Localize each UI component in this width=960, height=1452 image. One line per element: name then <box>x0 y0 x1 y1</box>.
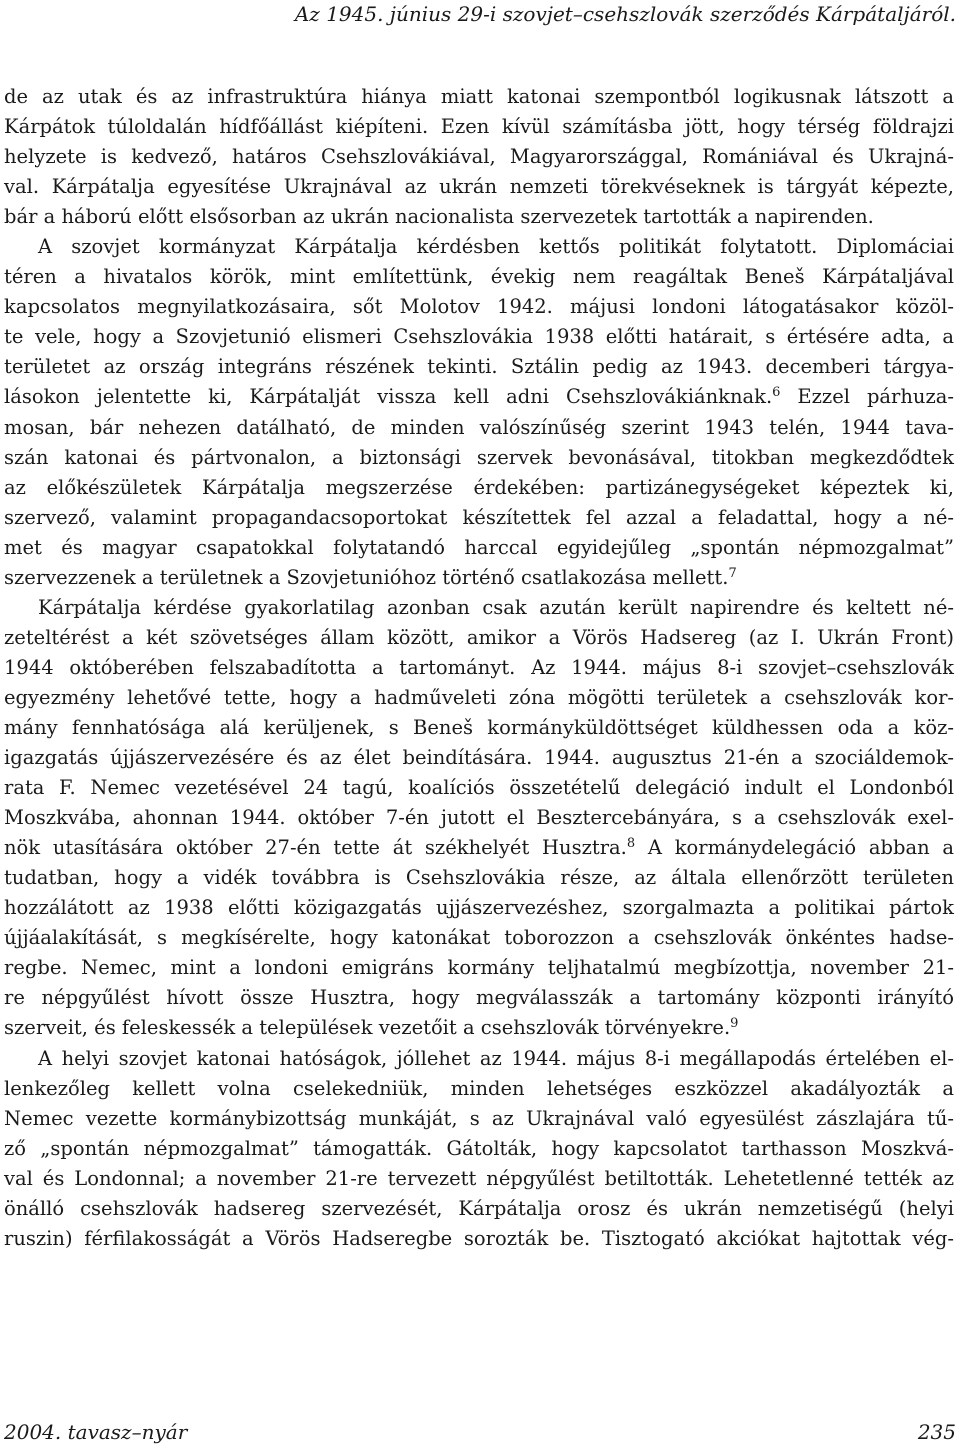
text-line-content: bár a háború előtt elsősorban az ukrán nacionalista szervezetek tartották a napirenden. <box>4 205 874 229</box>
text-line <box>4 923 954 953</box>
text-line-content: kapcsolatos megnyilatkozásaira, sőt Molotov 1942. májusi londoni látogatásakor közöl- <box>4 295 954 319</box>
text-line-continuation: Ezzel párhuza- <box>780 385 954 409</box>
text-line <box>4 653 954 683</box>
text-line <box>4 82 954 112</box>
text-line-content: te vele, hogy a Szovjetunió elismeri Csehszlovákia 1938 előtti határait, s értésére adta, a <box>4 325 954 349</box>
text-line-content: lenkezőleg kellett volna cselekedniük, minden lehetséges eszközzel akadályozták a <box>4 1076 954 1100</box>
text-line <box>4 863 954 893</box>
text-line <box>4 443 954 473</box>
text-line-content: szervezzenek a területnek a Szovjetunióhoz történő csatlakozása mellett. <box>4 565 729 589</box>
footer-issue: 2004. tavasz–nyár <box>4 1420 188 1444</box>
text-line-content: önálló csehszlovák hadsereg szervezését, Kárpátalja orosz és ukrán nemzetiségű (helyi <box>4 1196 954 1220</box>
text-line <box>4 533 954 563</box>
text-line-content: met és magyar csapatokkal folytatandó harccal egyidejűleg „spontán népmozgalmat” <box>4 535 954 559</box>
text-line <box>4 803 954 833</box>
text-line <box>4 983 954 1013</box>
text-line <box>4 473 954 503</box>
page-number: 235 <box>917 1420 956 1444</box>
text-line-content: egyezmény lehetővé tette, hogy a hadműveleti zóna mögötti területek a csehszlovák kor- <box>4 685 954 709</box>
footnote-marker[interactable]: 8 <box>626 836 636 852</box>
text-line <box>4 172 954 202</box>
body-text <box>4 82 954 1254</box>
text-line-content: téren a hivatalos körök, mint említettünk, évekig nem reagáltak Beneš Kárpátaljával <box>4 265 954 289</box>
text-line-content: az előkészületek Kárpátalja megszerzése érdekében: partizánegységeket képeztek ki, <box>4 475 954 499</box>
text-line <box>4 773 954 803</box>
text-line <box>4 683 954 713</box>
text-line <box>4 1013 954 1043</box>
text-line <box>4 623 954 653</box>
text-line <box>4 1164 954 1194</box>
running-header: Az 1945. június 29-i szovjet–csehszlovák szerződés Kárpátaljáról. <box>294 2 956 26</box>
text-line-content: val. Kárpátalja egyesítése Ukrajnával az ukrán nemzeti törekvéseknek is tárgyát képezte, <box>4 175 954 199</box>
text-line-content: szerveit, és feleskessék a települések vezetőit a csehszlovák törvényekre. <box>4 1016 731 1040</box>
text-line <box>4 382 954 412</box>
text-line <box>4 413 954 443</box>
text-line-content: ző „spontán népmozgalmat” támogatták. Gátolták, hogy kapcsolatot tarthasson Moszkvá- <box>4 1136 954 1160</box>
text-line-content: regbe. Nemec, mint a londoni emigráns kormány teljhatalmú megbízottja, november 21- <box>4 956 954 980</box>
text-line-content: A szovjet kormányzat Kárpátalja kérdésben kettős politikát folytatott. Diplomáciai <box>38 235 954 259</box>
text-line-content: szán katonai és pártvonalon, a biztonsági szervek bevonásával, titokban megkezdődtek <box>4 445 954 469</box>
text-line <box>4 142 954 172</box>
text-line-content: val és Londonnal; a november 21-re tervezett népgyűlést betiltották. Lehetetlenné tették az <box>4 1166 954 1190</box>
text-line <box>4 833 954 863</box>
text-line <box>4 1044 954 1074</box>
footnote-marker[interactable]: 6 <box>772 385 781 401</box>
text-line-content: de az utak és az infrastruktúra hiánya miatt katonai szempontból logikusnak látszott a <box>4 85 954 108</box>
text-line-content: mosan, bár nehezen datálható, de minden valószínűség szerint 1943 telén, 1944 tava- <box>4 415 954 439</box>
text-line <box>4 262 954 292</box>
text-line <box>4 232 954 262</box>
text-line <box>4 1224 954 1254</box>
text-line-content: ruszin) férfilakosságát a Vörös Hadseregbe sorozták be. Tisztogató akciókat hajtottak vég- <box>4 1226 954 1250</box>
text-line-content: helyzete is kedvező, határos Csehszlovákiával, Magyarországgal, Romániával és Ukrajná- <box>4 145 954 169</box>
text-line <box>4 1104 954 1134</box>
text-line-content: mány fennhatósága alá kerüljenek, s Beneš kormányküldöttséget küldhessen oda a köz- <box>4 715 954 739</box>
text-line <box>4 1074 954 1104</box>
text-line <box>4 743 954 773</box>
text-line-content: zeteltérést a két szövetséges állam között, amikor a Vörös Hadsereg (az I. Ukrán Front) <box>4 625 954 649</box>
text-line <box>4 953 954 983</box>
text-line-content: területet az ország integráns részének tekinti. Sztálin pedig az 1943. decemberi tárgya- <box>4 355 954 379</box>
text-line-content: Kárpátalja kérdése gyakorlatilag azonban csak azután került napirendre és keltett né- <box>38 595 954 619</box>
text-line <box>4 112 954 142</box>
text-line-content: lásokon jelentette ki, Kárpátalját vissza kell adni Csehszlovákiánknak. <box>4 385 773 409</box>
text-line-content: rata F. Nemec vezetésével 24 tagú, koalíciós összetételű delegáció indult el Londonból <box>4 776 954 800</box>
text-line-content: nök utasítására október 27-én tette át székhelyét Husztra. <box>4 836 627 860</box>
text-line <box>4 292 954 322</box>
text-line-content: igazgatás újjászervezésére és az élet beindítására. 1944. augusztus 21-én a szociáldemok- <box>4 746 954 770</box>
text-line <box>4 352 954 382</box>
footnote-marker[interactable]: 7 <box>728 565 737 581</box>
text-line <box>4 593 954 623</box>
text-line <box>4 503 954 533</box>
text-line-content: Kárpátok túloldalán hídfőállást kiépíteni. Ezen kívül számításba jött, hogy térség földrajzi <box>4 115 954 139</box>
text-line-content: tudatban, hogy a vidék továbbra is Csehszlovákia része, az általa ellenőrzött területen <box>4 866 954 890</box>
text-line-content: szervező, valamint propagandacsoportokat készítettek fel azzal a feladattal, hogy a né- <box>4 505 954 529</box>
text-line <box>4 713 954 743</box>
text-line-content: újjáalakítását, s megkísérelte, hogy katonákat toborozzon a csehszlovák önkéntes hadse- <box>4 926 954 950</box>
text-line <box>4 202 954 232</box>
text-line-content: 1944 októberében felszabadította a tartományt. Az 1944. május 8-i szovjet–csehszlovák <box>4 655 954 679</box>
text-line-continuation: A kormánydelegáció abban a <box>635 836 955 860</box>
text-line-content: A helyi szovjet katonai hatóságok, jóllehet az 1944. május 8-i megállapodás értelében el- <box>38 1046 954 1070</box>
footnote-marker[interactable]: 9 <box>730 1016 739 1032</box>
text-line <box>4 893 954 923</box>
text-line-content: hozzálátott az 1938 előtti közigazgatás ujjászervezéshez, szorgalmazta a politikai pártok <box>4 896 954 920</box>
text-line-content: re népgyűlést hívott össze Husztra, hogy megválasszák a tartomány központi irányító <box>4 986 954 1010</box>
text-line-content: Moszkvába, ahonnan 1944. október 7-én jutott el Besztercebányára, s a csehszlovák exel- <box>4 806 954 830</box>
text-line <box>4 322 954 352</box>
text-line-content: Nemec vezette kormánybizottság munkáját, s az Ukrajnával való egyesülést zászlajára tű- <box>4 1106 954 1130</box>
text-line <box>4 1134 954 1164</box>
text-line <box>4 1194 954 1224</box>
text-line <box>4 563 954 593</box>
